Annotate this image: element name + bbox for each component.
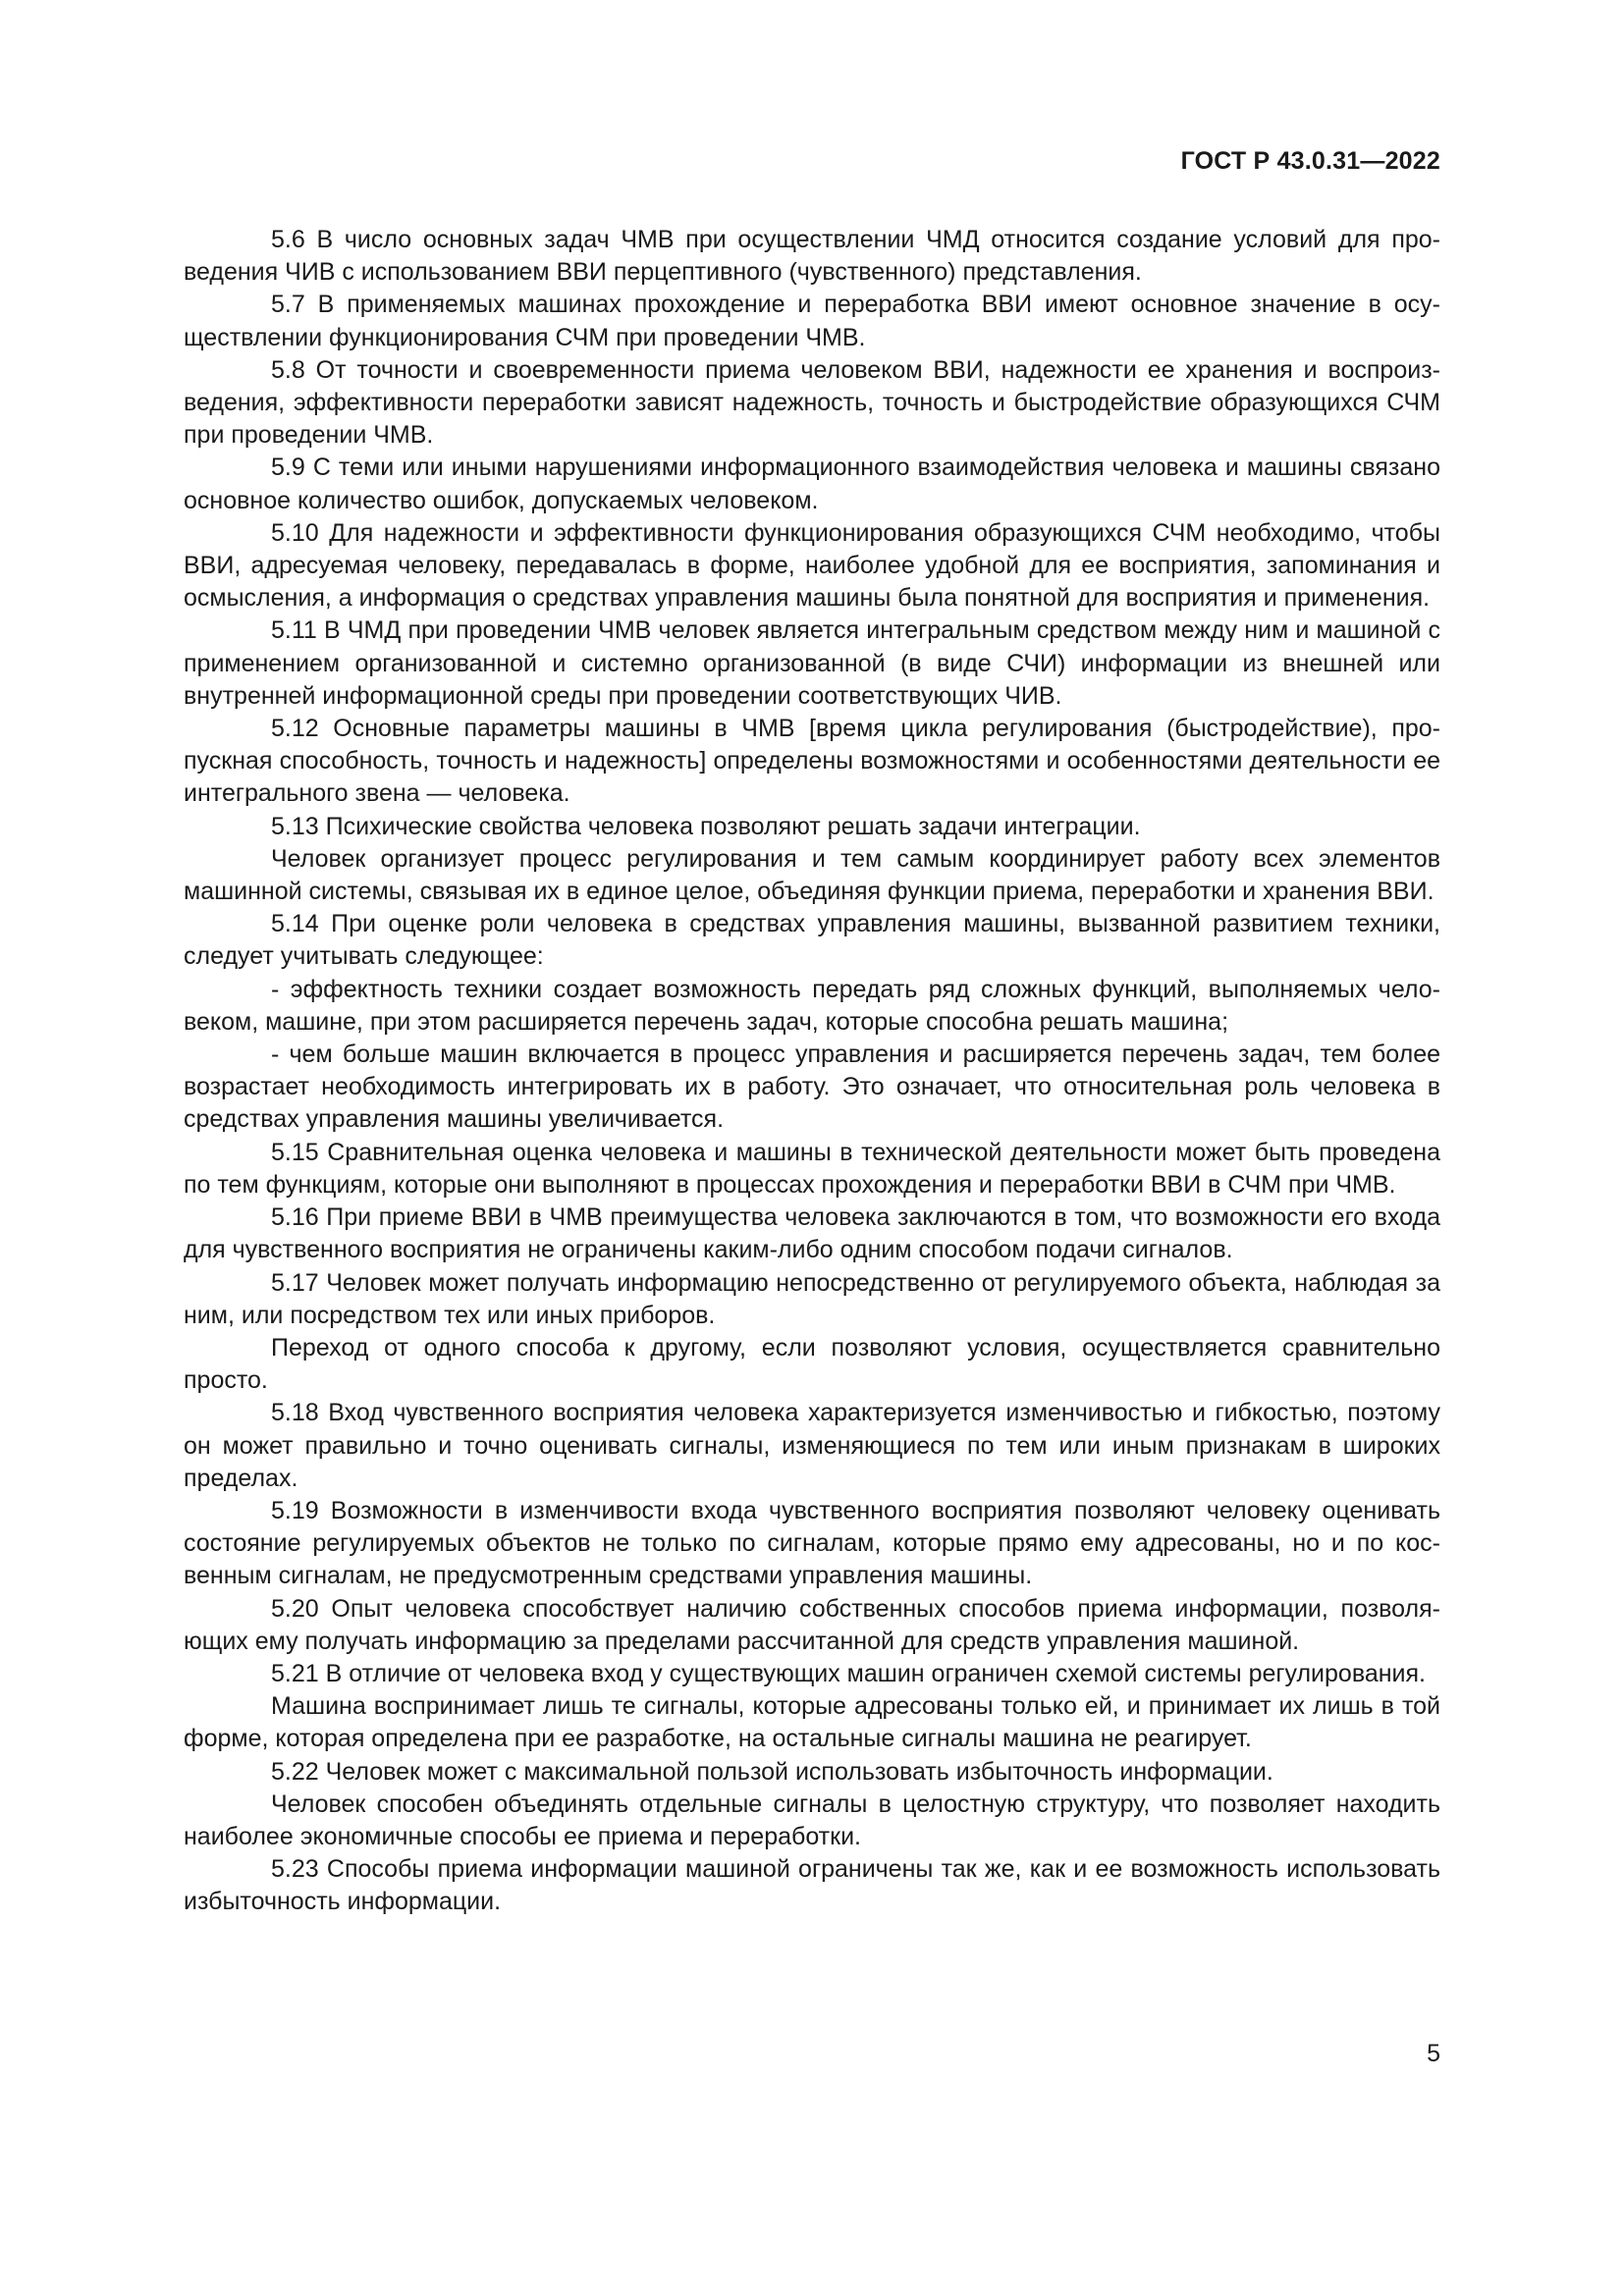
paragraph-5-22: 5.22 Человек может с максимальной пользой использовать избыточность информации. bbox=[271, 1757, 1273, 1786]
paragraph-5-13-continued: Человек организует процесс регулирования и тем самым координирует работу всех элементов машинной системы, связывая их в единое целое, объединяя функции приема, переработки и хранения ВВИ. bbox=[184, 844, 1440, 906]
paragraph-5-23: 5.23 Способы приема информации машиной ограничены так же, как и ее возможность использовать избыточность информации. bbox=[184, 1855, 1440, 1916]
paragraph-5-20: 5.20 Опыт человека способствует наличию собственных способов приема информации, позволяющих ему получать информацию за пределами рассчитанной для средств управления машиной. bbox=[184, 1594, 1440, 1655]
paragraph-5-22-continued: Человек способен объединять отдельные сигналы в целостную структуру, что позволяет находить наиболее экономичные способы ее приема и переработки. bbox=[184, 1789, 1440, 1850]
list-item-5-14-2: - чем больше машин включается в процесс управления и расширяется перечень задач, тем более возрастает необходимость интегрировать их в работу. Это означает, что относительная роль человека в средствах управления машины увеличивается. bbox=[184, 1041, 1440, 1134]
paragraph-5-8: 5.8 От точности и своевременности приема человеком ВВИ, надежности ее хранения и воспроизведения, эффективности переработки зависят надежность, точность и быстродействие образующихся СЧМ при проведении ЧМВ. bbox=[184, 355, 1440, 450]
paragraph-5-19: 5.19 Возможности в изменчивости входа чувственного восприятия позволяют человеку оценивать состояние регулируемых объектов не только по сигналам, которые прямо ему адресованы, но и по косвенным сигналам, не предусмотренным средствами управления машины. bbox=[184, 1496, 1440, 1590]
paragraph-5-9: 5.9 С теми или иными нарушениями информационного взаимодействия человека и машины связано основное количество ошибок, допускаемых человеком. bbox=[184, 454, 1440, 514]
paragraph-5-21: 5.21 В отличие от человека вход у существующих машин ограничен схемой системы регулирования. bbox=[271, 1659, 1426, 1687]
paragraph-5-18: 5.18 Вход чувственного восприятия человека характеризуется изменчивостью и гибкостью, поэтому он может правильно и точно оценивать сигналы, изменяющиеся по тем или иным признакам в широких пределах. bbox=[184, 1399, 1440, 1492]
paragraph-5-12: 5.12 Основные параметры машины в ЧМВ [время цикла регулирования (быстродействие), пропускная способность, точность и надежность] определены возможностями и особенностями деятельности ее интегрального звена — человека. bbox=[184, 715, 1440, 808]
list-item-5-14-1: - эффектность техники создает возможность передать ряд сложных функций, выполняемых человеком, машине, при этом расширяется перечень задач, которые способна решать машина; bbox=[184, 975, 1440, 1036]
paragraph-5-17: 5.17 Человек может получать информацию непосредственно от регулируемого объекта, наблюдая за ним, или посредством тех или иных приборов. bbox=[184, 1268, 1440, 1329]
paragraph-5-15: 5.15 Сравнительная оценка человека и машины в технической деятельности может быть проведена по тем функциям, которые они выполняют в процессах прохождения и переработки ВВИ в СЧМ при ЧМВ. bbox=[184, 1138, 1440, 1199]
document-body bbox=[184, 224, 1440, 1919]
paragraph-5-7: 5.7 В применяемых машинах прохождение и переработка ВВИ имеют основное значение в осуществлении функционирования СЧМ при проведении ЧМВ. bbox=[184, 291, 1440, 351]
paragraph-5-6: 5.6 В число основных задач ЧМВ при осуществлении ЧМД относится создание условий для проведения ЧИВ с использованием ВВИ перцептивного (чувственного) представления. bbox=[184, 226, 1440, 287]
paragraph-5-16: 5.16 При приеме ВВИ в ЧМВ преимущества человека заключаются в том, что возможности его входа для чувственного восприятия не ограничены каким-либо одним способом подачи сигналов. bbox=[184, 1203, 1440, 1264]
paragraph-5-13: 5.13 Психические свойства человека позволяют решать задачи интеграции. bbox=[271, 812, 1141, 840]
paragraph-5-14: 5.14 При оценке роли человека в средствах управления машины, вызванной развитием техники, следует учитывать следующее: bbox=[184, 910, 1440, 971]
paragraph-5-17-continued: Переход от одного способа к другому, если позволяют условия, осуществляется сравнительно просто. bbox=[184, 1333, 1440, 1395]
page-number: 5 bbox=[1427, 2040, 1440, 2067]
paragraph-5-10: 5.10 Для надежности и эффективности функционирования образующихся СЧМ необходимо, чтобы ВВИ, адресуемая человеку, передавалась в форме, наиболее удобной для ее восприятия, запоминания и осмысления, а информация о средствах управления машины была понятной для восприятия и применения. bbox=[184, 518, 1440, 613]
standard-code-header: ГОСТ Р 43.0.31—2022 bbox=[1180, 147, 1440, 175]
paragraph-5-21-continued: Машина воспринимает лишь те сигналы, которые адресованы только ей, и принимает их лишь в той форме, которая определена при ее разработке, на остальные сигналы машина не реагирует. bbox=[184, 1692, 1440, 1753]
paragraph-5-11: 5.11 В ЧМД при проведении ЧМВ человек является интегральным средством между ним и машиной с применением организованной и системно организованной (в виде СЧИ) информации из внешней или внутренней информационной среды при проведении соответствующих ЧИВ. bbox=[184, 616, 1440, 710]
